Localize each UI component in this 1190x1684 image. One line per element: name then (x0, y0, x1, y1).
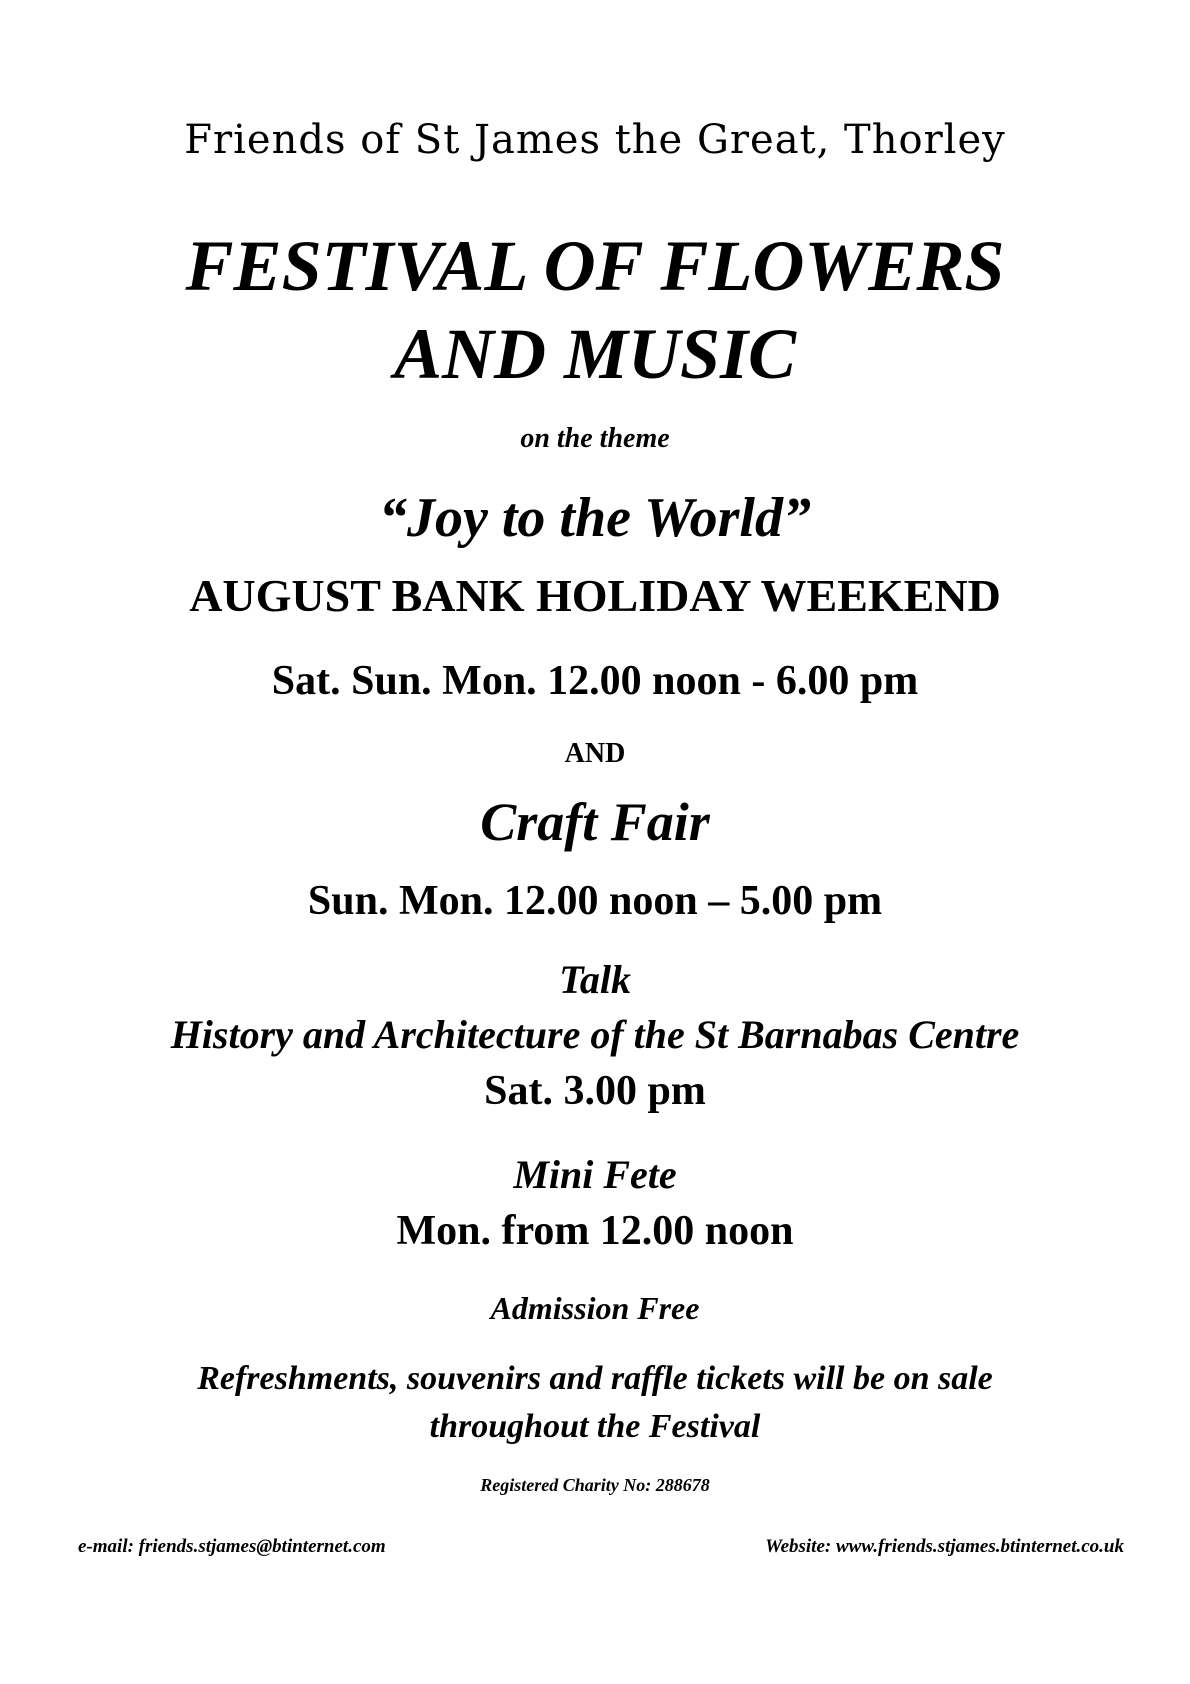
talk-title: History and Architecture of the St Barnabas Centre (170, 1012, 1020, 1057)
mini-fete-time: Mon. from 12.00 noon (396, 1208, 794, 1254)
contact-email: e-mail: friends.stjames@btinternet.com (78, 1536, 386, 1557)
talk-label: Talk (559, 957, 631, 1002)
theme-intro: on the theme (520, 423, 670, 454)
festival-times: Sat. Sun. Mon. 12.00 noon - 6.00 pm (271, 658, 919, 704)
festival-title-line-1: FESTIVAL OF FLOWERS (185, 226, 1005, 306)
theme-title: “Joy to the World” (379, 487, 811, 549)
festival-title-line-2: AND MUSIC (393, 314, 797, 394)
holiday-heading: AUGUST BANK HOLIDAY WEEKEND (189, 570, 1001, 621)
mini-fete-title: Mini Fete (513, 1152, 677, 1197)
and-separator: AND (564, 738, 626, 769)
craft-fair-title: Craft Fair (480, 792, 710, 852)
contact-website: Website: www.friends.stjames.btinternet.co.uk (765, 1536, 1124, 1557)
talk-time: Sat. 3.00 pm (484, 1068, 706, 1114)
org-name: Friends of St James the Great, Thorley (184, 117, 1006, 163)
craft-fair-times: Sun. Mon. 12.00 noon – 5.00 pm (307, 878, 883, 924)
admission-note: Admission Free (490, 1290, 700, 1326)
refreshments-line-2: throughout the Festival (429, 1408, 761, 1445)
refreshments-line-1: Refreshments, souvenirs and raffle tickets will be on sale (197, 1360, 993, 1397)
charity-number: Registered Charity No: 288678 (480, 1475, 710, 1495)
